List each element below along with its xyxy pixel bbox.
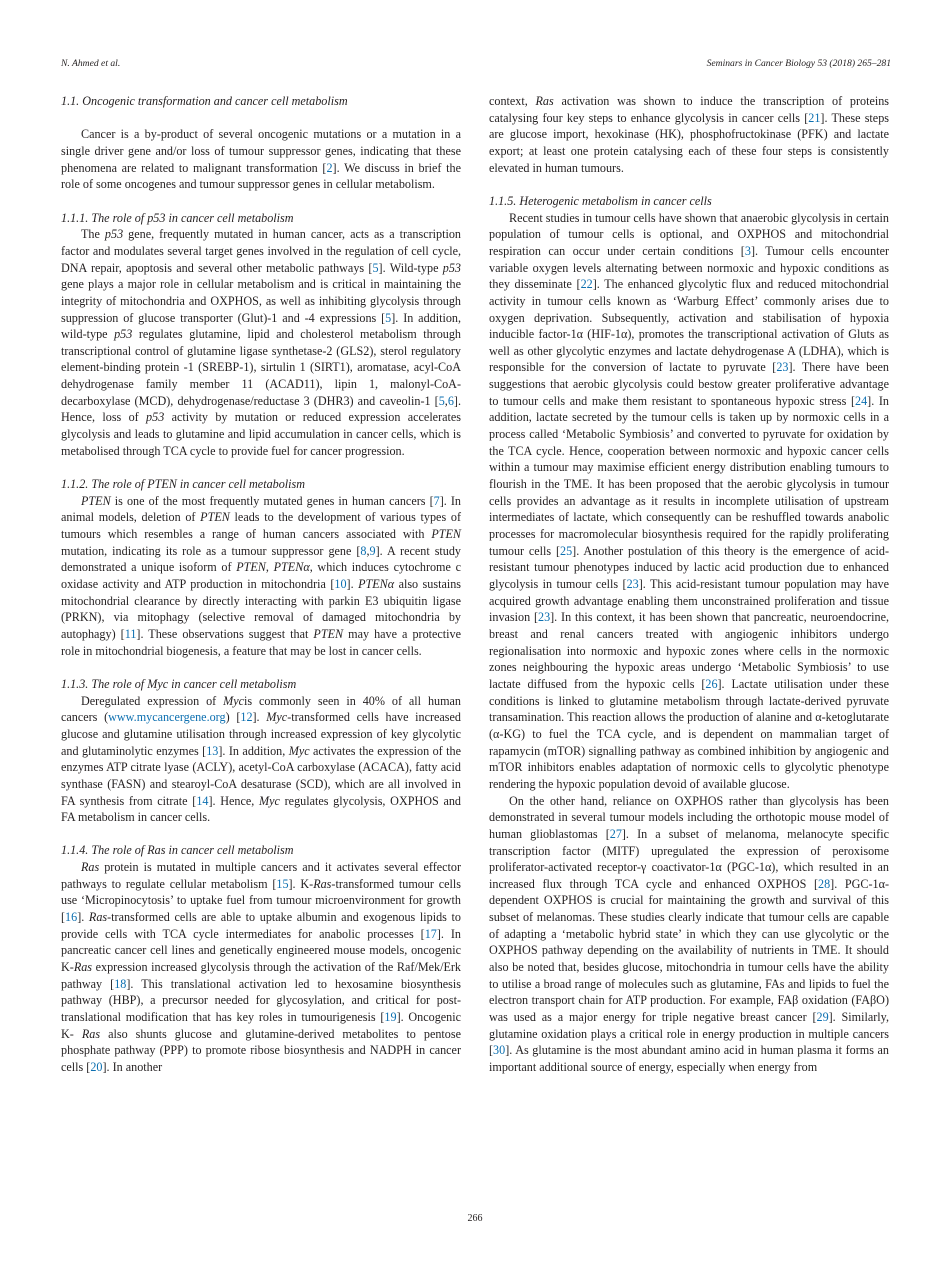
right-column [489,93,889,1076]
citation-link[interactable]: 20 [90,1059,103,1074]
citation-link[interactable]: 17 [424,926,437,941]
citation-link[interactable]: 12 [240,710,253,725]
citation-link[interactable]: 10 [334,576,347,591]
paragraph: context, Ras activation was shown to induce the transcription of proteins catalysing four key steps to enhance glycolysis in cancer cells [21]. These steps are glucose import, hexokinase (HK), phosphofructokinase (PFK) and lactate export; at least one protein catalysing each of these four steps is consistently elevated in human tumours. [489,94,889,175]
citation-link[interactable]: 26 [705,676,718,691]
citation-link[interactable]: 7 [433,493,440,508]
citation-link[interactable]: 18 [114,976,127,991]
citation-link[interactable]: 11 [124,626,137,641]
citation-link[interactable]: 5 [372,260,379,275]
citation-link[interactable]: 22 [580,277,593,292]
citation-link[interactable]: 29 [816,1010,829,1025]
section-heading-heterogenic: 1.1.5. Heterogenic metabolism in cancer cells [489,193,712,208]
section-heading-pten: 1.1.2. The role of PTEN in cancer cell metabolism [61,477,306,492]
citation-link[interactable]: 24 [855,393,868,408]
citation-link[interactable]: 8 [360,543,367,558]
citation-link[interactable]: 6 [447,393,454,408]
section-heading-1-1: 1.1. Oncogenic transformation and cancer cell metabolism [61,94,348,108]
citation-link[interactable]: 15 [276,876,289,891]
citation-link[interactable]: 19 [384,1010,397,1025]
citation-link[interactable]: 23 [776,360,789,375]
paragraph: Recent studies in tumour cells have shown that anaerobic glycolysis in certain population of tumour cells is optional, and OXPHOS and mitochondrial respiration can occur under certain conditions [3]. Tumour cells encounter variable oxygen levels alternating between normoxic and hypoxic conditions as they disseminate [22]. The enhanced glycolytic flux and reduced mitochondrial activity in tumour cells known as ‘Warburg Effect’ commonly arises due to oxygen deprivation. Subsequently, activation and stabilisation of hypoxia inducible factor-1α (HIF-1α), promotes the transcriptional activation of Gluts as well as other glycolytic enzymes and lactate dehydrogenase A (LDHA), which is responsible for the conversion of lactate to pyruvate [23]. There have been suggestions that aerobic glycolysis could bestow greater proliferative advantage to tumour cells and make them resistant to spontaneous hypoxic stress [24]. In addition, lactate secreted by the tumour cells is taken up by normoxic cells in a process called ‘Metabolic Symbiosis’ and converted to pyruvate for oxidation by the TCA cycle. Hence, cooperation between normoxic and hypoxic cancer cells within a tumour may maximise efficient energy distribution enabling tumours to flourish in the TME. It has been proposed that the aerobic glycolysis in tumour cells provides an advantage as it results in incomplete utilisation of upstream intermediates of lactate, which consequently can be reshuffled towards anabolic processes for macromolecular biosynthesis required for the rapidly proliferating tumour cells [25]. Another postulation of this theory is the emergence of acid-resistant tumour phenotypes induced by lactic acid production due to enhanced glycolysis in tumour cells [23]. This acid-resistant tumour population may have acquired growth advantage enabling them unconstrained proliferation and tissue invasion [23]. In this context, it has been shown that pancreatic, neuroendocrine, breast and renal cancers treated with angiogenic inhibitors undergo regionalisation into normoxic and hypoxic zones where cells in the normoxic zones neighbouring the hypoxic areas undergo ‘Metabolic Symbiosis’ to use lactate diffused from the hypoxic cells [26]. Lactate utilisation under these conditions is linked to glutamine metabolism through lactate-derived pyruvate transamination. This reaction allows the production of alanine and α-ketoglutarate (α-KG) to fuel the TCA cycle, and is dependent on mammalian target of rapamycin (mTOR) signalling pathway as combined inhibition by angiogenic and mTOR inhibitors enables adaptation of normoxic cells to glycolytic phenotype rendering the hypoxic population devoid of available glucose. [489,210,890,791]
section-heading-myc: 1.1.3. The role of Myc in cancer cell metabolism [61,676,297,691]
paragraph: Cancer is a by-product of several oncogenic mutations or a mutation in a single driver gene and/or loss of tumour suppressor genes, indicating that these phenomena are related to malignant transformation [2]. We discuss in brief the role of some oncogenes and tumour suppressor genes in cellular metabolism. [61,127,461,192]
page-number: 266 [467,1213,483,1224]
paragraph: PTEN is one of the most frequently mutated genes in human cancers [7]. In animal models, deletion of PTEN leads to the development of various types of tumours which resembles a range of human cancers associated with PTEN mutation, indicating its role as a tumour suppressor gene [8,9]. A recent study demonstrated a unique isoform of PTEN, PTENα, which induces cytochrome c oxidase activity and ATP production in mitochondria [10]. PTENα also sustains mitochondrial clearance by directly interacting with parkin E3 ubiquitin ligase (PRKN), via mitophagy (selective removal of damaged mitochondria by autophagy) [11]. These observations suggest that PTEN may have a protective role in mitochondrial biogenesis, a feature that may be lost in cancer cells. [61,493,462,658]
url-link[interactable]: www.mycancergene.org [108,710,226,725]
citation-link[interactable]: 16 [65,910,78,925]
citation-link[interactable]: 14 [196,793,209,808]
citation-link[interactable]: 23 [538,610,551,625]
section-heading-p53: 1.1.1. The role of p53 in cancer cell metabolism [61,210,294,225]
paragraph: Ras protein is mutated in multiple cancers and it activates several effector pathways to regulate cellular metabolism [15]. K-Ras-transformed tumour cells use ‘Micropinocytosis’ to uptake fuel from tumour microenvironment for growth [16]. Ras-transformed cells are able to uptake albumin and exogenous lipids to provide cells with TCA cycle intermediates for anabolic processes [17]. In pancreatic cancer cell lines and genetically engineered mouse models, oncogenic K-Ras expression increased glycolysis through the activation of the Raf/Mek/Erk pathway [18]. This translational activation led to hexosamine biosynthesis pathway (HBP), a precursor needed for glycosylation, and critical for post-translational modification that has key roles in tumourigenesis [19]. Oncogenic K- Ras also shunts glucose and glutamine-derived metabolites to pentose phosphate pathway (PPP) to promote ribose biosynthesis and NADPH in cancer cells [20]. In another [61,860,462,1074]
citation-link[interactable]: 9 [369,543,376,558]
citation-link[interactable]: 28 [818,876,831,891]
running-head-journal: Seminars in Cancer Biology 53 (2018) 265–281 [706,58,891,69]
running-head-authors: N. Ahmed et al. [61,58,121,69]
citation-link[interactable]: 2 [326,160,333,175]
citation-link[interactable]: 25 [560,543,573,558]
citation-link[interactable]: 5 [438,393,445,408]
paragraph: The p53 gene, frequently mutated in human cancer, acts as a transcription factor and modulates several target genes involved in the regulation of cell cycle, DNA repair, apoptosis and several other metabolic pathways [5]. Wild-type p53 gene plays a major role in cellular metabolism and is critical in maintaining the integrity of mitochondria and OXPHOS, as well as inhibiting glycolysis through suppression of glucose transporter (Glut)-1 and -4 expressions [5]. In addition, wild-type p53 regulates glutamine, lipid and cholesterol metabolism through transcriptional control of glutamine ligase synthetase-2 (GLS2), sterol regulatory element-binding protein -1 (SREBP-1), sirtulin 1 (SIRT1), aromatase, acyl-CoA dehydrogenase family member 11 (ACAD11), lipin 1, malonyl-CoA- decarboxylase (MCD), dehydrogenase/reductase 3 (DHR3) and caveolin-1 [5,6]. Hence, loss of p53 activity by mutation or reduced expression accelerates glycolysis and leads to glutamine and lipid accumulation in cancer cells, which is metabolised through TCA cycle to provide fuel for cancer progression. [61,227,461,458]
citation-link[interactable]: 13 [206,743,219,758]
paragraph: Deregulated expression of Mycis commonly seen in 40% of all human cancers (www.mycancergene.org) [12]. Myc-transformed cells have increased glucose and glutamine utilisation through increased expression of key glycolytic and glutaminolytic enzymes [13]. In addition, Myc activates the expression of the enzymes ATP citrate lyase (ACLY), acetyl-CoA carboxylase (ACACA), fatty acid synthase (FASN) and stearoyl-CoA desaturase (SCD), which are all involved in FA synthesis from citrate [14]. Hence, Myc regulates glycolysis, OXPHOS and FA metabolism in cancer cells. [61,693,462,825]
citation-link[interactable]: 5 [385,310,392,325]
paragraph: On the other hand, reliance on OXPHOS rather than glycolysis has been demonstrated in several tumour models including the orthotopic mouse model of human glioblastomas [27]. In a subset of melanoma, melanocyte specific transcription factor (MITF) upregulated the expression of peroxisome proliferator-activated receptor-γ coactivator-1α (PGC-1α), which resulted in an increased flux through TCA cycle and enhanced OXPHOS [28]. PGC-1α-dependent OXPHOS is crucial for maintaining the growth and survival of this subset of melanomas. These studies clearly indicate that tumour cells are capable of adapting a ‘metabolic hybrid state’ in which they can use glycolytic or the OXPHOS pathway depending on the availability of nutrients in TME. It should also be noted that, besides glucose, mitochondria in tumour cells have the ability to utilise a broad range of molecules such as glutamine, FAs and lipids to fuel the electron transport chain for ATP production. For example, FAβ oxidation (FAβO) was used as a major energy for triple negative breast cancer [29]. Similarly, glutamine oxidation plays a critical role in energy production in multiple cancers [30]. As glutamine is the most abundant amino acid in human plasma it forms an important additional source of energy, especially when energy from [489,793,889,1075]
citation-link[interactable]: 21 [808,110,821,125]
section-heading-ras: 1.1.4. The role of Ras in cancer cell metabolism [61,843,294,858]
citation-link[interactable]: 23 [626,577,639,592]
left-column [61,93,461,1076]
citation-link[interactable]: 27 [609,826,622,841]
citation-link[interactable]: 3 [744,243,751,258]
citation-link[interactable]: 30 [493,1043,506,1058]
